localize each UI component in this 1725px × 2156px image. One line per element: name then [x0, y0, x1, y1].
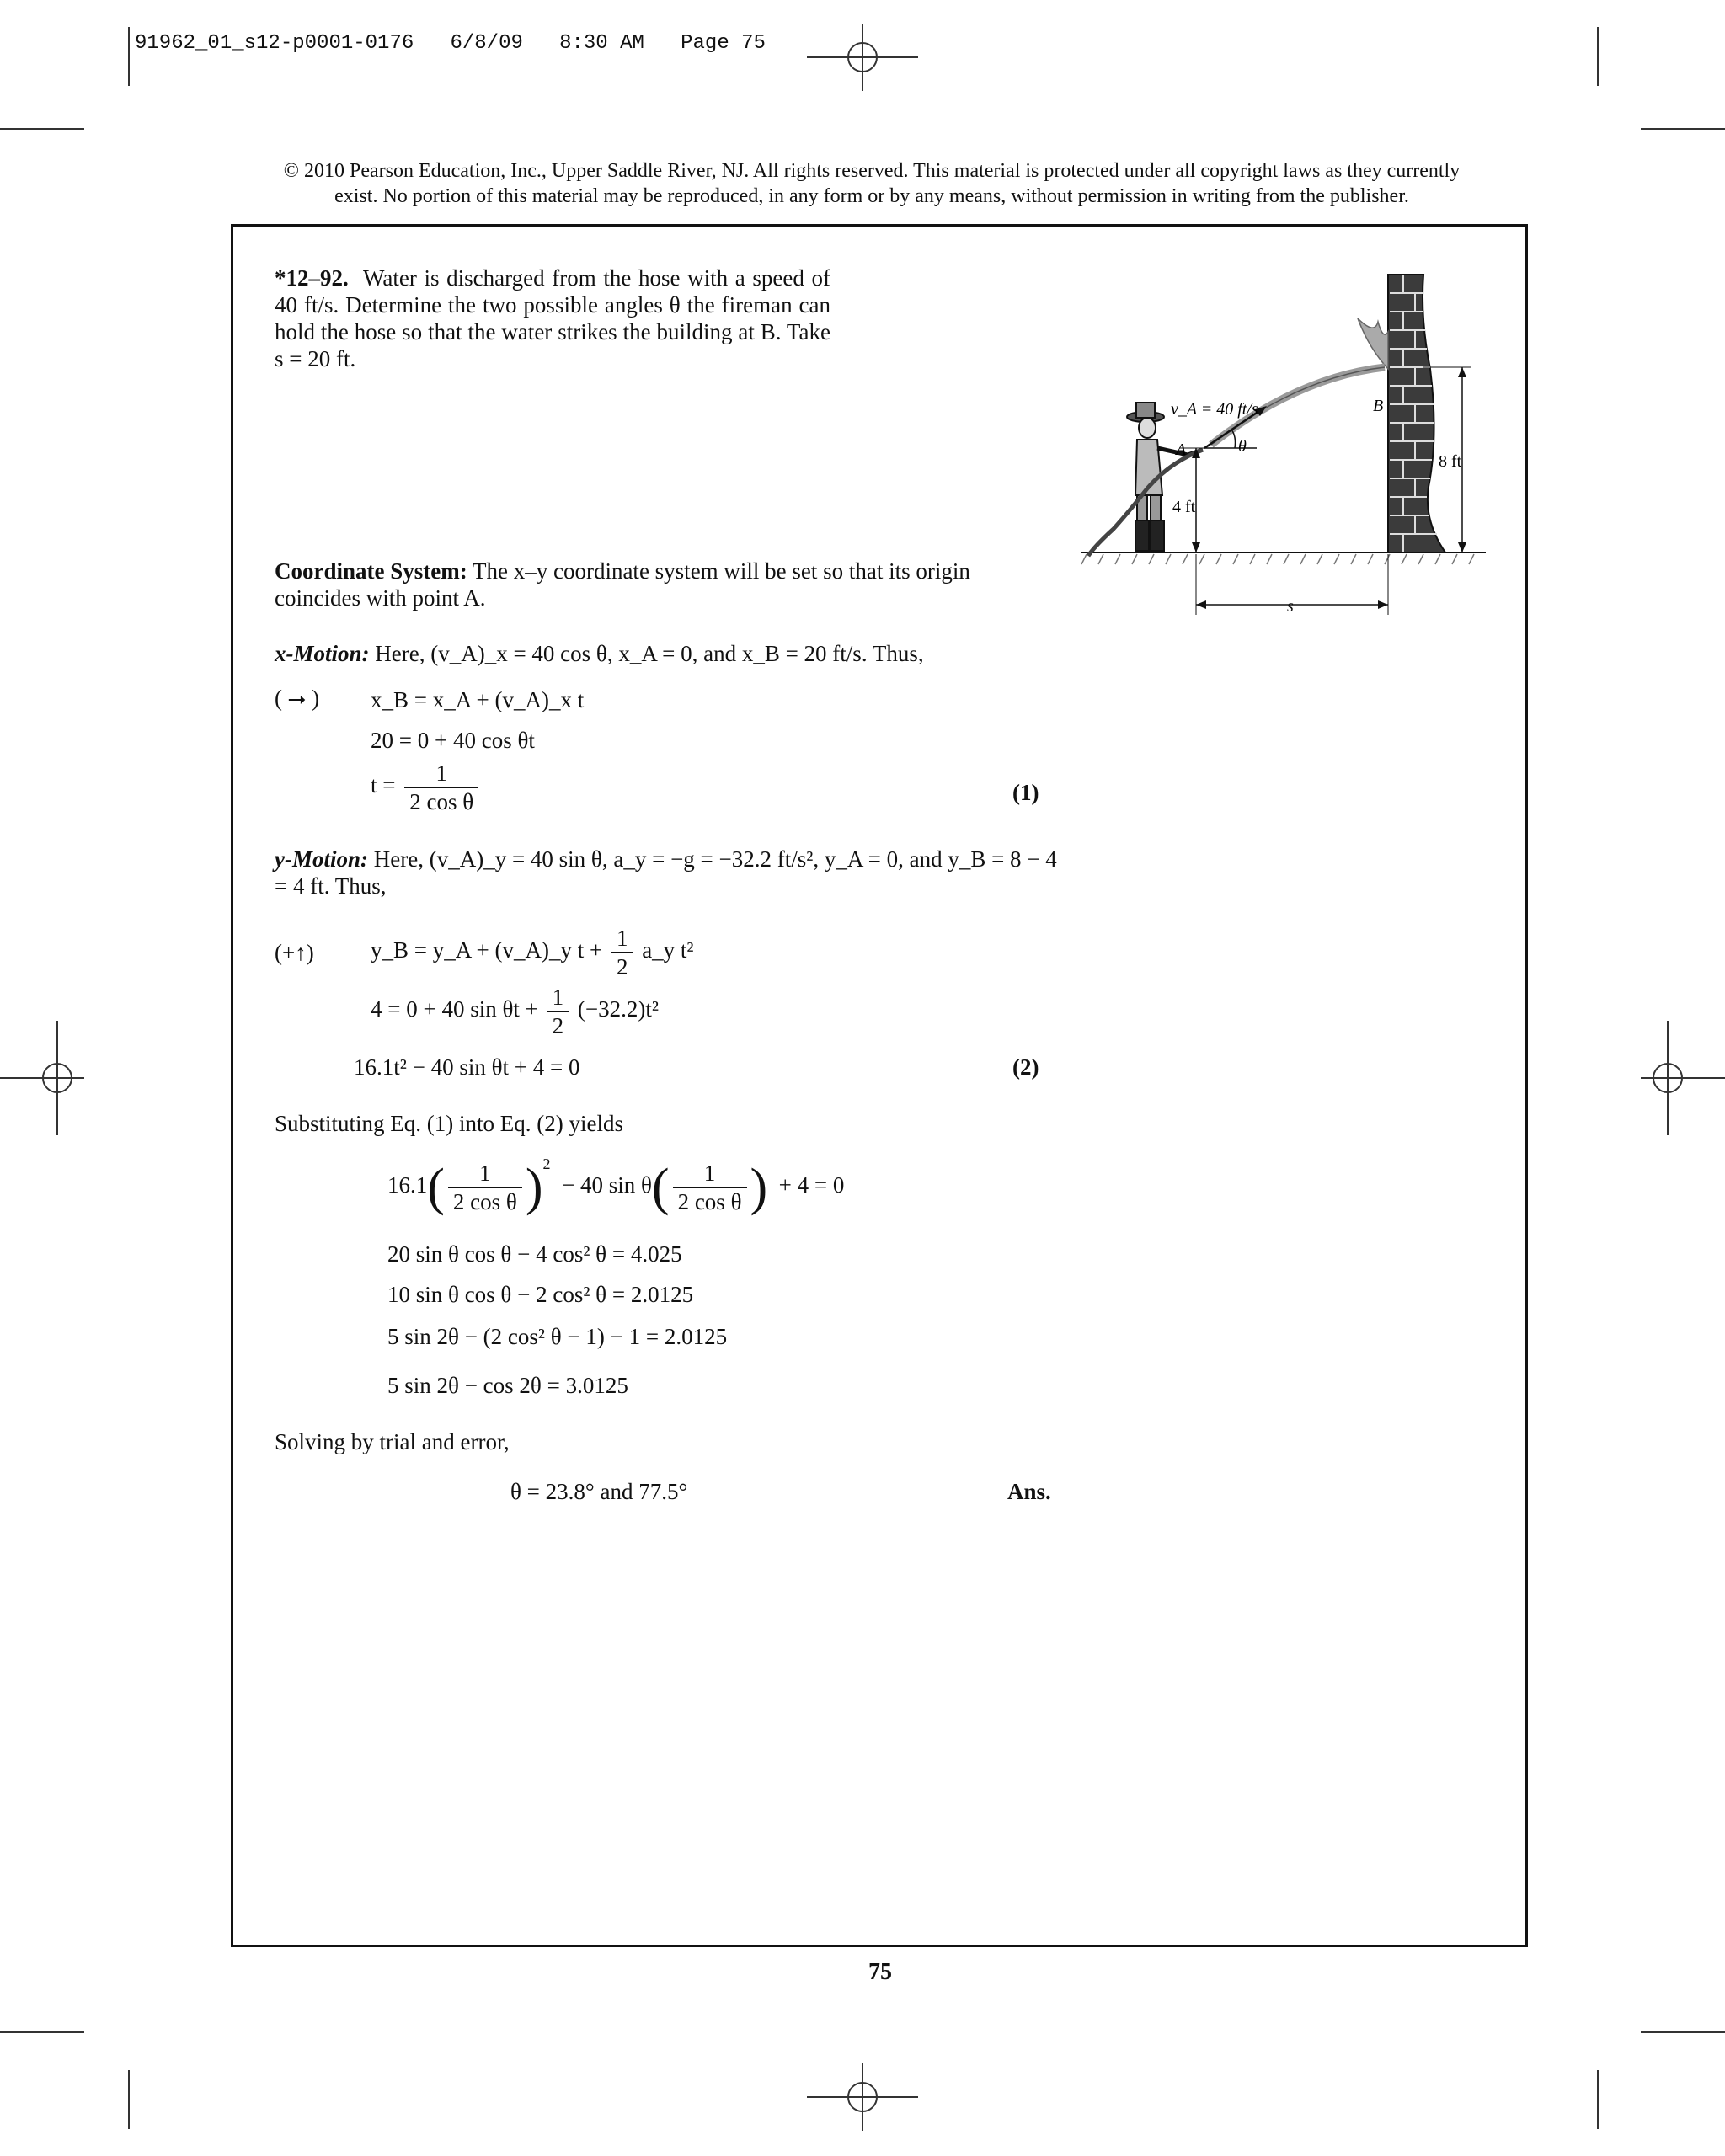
step-1: 20 sin θ cos θ − 4 cos² θ = 4.025	[387, 1241, 682, 1267]
label-4ft: 4 ft	[1172, 498, 1196, 516]
copyright-line-2: exist. No portion of this material may be reproduced, in any form or by any means, without permission in writing from the publisher.	[334, 185, 1409, 207]
y-motion-eq3: 16.1t² − 40 sin θt + 4 = 0	[354, 1054, 580, 1080]
registration-mark-bottom	[807, 2063, 918, 2131]
label-point-a: A	[1176, 440, 1187, 459]
page-number: 75	[868, 1959, 892, 1985]
crop-mark	[0, 128, 84, 130]
sub-frac-num-1: 1	[448, 1160, 522, 1188]
coef-16-1: 16.1	[387, 1172, 428, 1198]
half-numerator-2: 1	[547, 984, 569, 1012]
half-denominator-2: 2	[552, 1013, 564, 1038]
crop-mark	[128, 27, 130, 86]
x-motion-eq1: x_B = x_A + (v_A)_x t	[371, 687, 585, 712]
slug-line: 91962_01_s12-p0001-0176 6/8/09 8:30 AM Page 75	[135, 32, 766, 55]
crop-mark	[1641, 128, 1725, 130]
x-motion-text: Here, (v_A)_x = 40 cos θ, x_A = 0, and x_B = 20 ft/s. Thus,	[375, 641, 924, 666]
y-motion-eq2	[371, 984, 659, 1039]
x-motion-paragraph	[275, 640, 1053, 667]
y-motion-sign: (+↑)	[275, 940, 314, 965]
x-motion-eq3	[371, 760, 482, 815]
solution-intro: Solving by trial and error,	[275, 1429, 510, 1454]
t-numerator: 1	[404, 760, 478, 788]
half-denominator: 2	[616, 954, 628, 979]
coordinate-system-text: The x–y coordinate system will be set so that its origin coincides with point A.	[275, 558, 970, 611]
crop-mark	[1597, 2070, 1599, 2129]
sub-frac-den-2: 2 cos θ	[677, 1188, 742, 1214]
half-fraction	[611, 925, 633, 980]
crop-mark	[128, 2070, 130, 2129]
sub-fraction-1	[448, 1160, 522, 1215]
step-3: 5 sin 2θ − (2 cos² θ − 1) − 1 = 2.0125	[387, 1324, 728, 1349]
label-speed: v_A = 40 ft/s	[1171, 400, 1258, 419]
sub-frac-den-1: 2 cos θ	[452, 1188, 517, 1214]
problem-figure	[1070, 268, 1491, 622]
y-eq2-lhs: 4 = 0 + 40 sin θt +	[371, 996, 538, 1022]
building-wall	[1388, 275, 1445, 552]
problem-number: *12–92.	[275, 265, 349, 291]
crop-mark	[0, 2031, 84, 2033]
y-motion-eq1	[371, 925, 694, 980]
coordinate-system-paragraph	[275, 558, 1053, 611]
x-motion-eq2: 20 = 0 + 40 cos θt	[371, 728, 535, 753]
crop-mark	[1597, 27, 1599, 86]
fireman-figure	[1127, 403, 1203, 551]
copyright-notice	[253, 158, 1491, 209]
y-eq1-lhs: y_B = y_A + (v_A)_y t +	[371, 937, 603, 963]
t-denominator: 2 cos θ	[409, 789, 474, 814]
y-motion-paragraph	[275, 846, 1058, 899]
problem-statement	[275, 264, 830, 372]
registration-mark-right	[1641, 1021, 1725, 1135]
y-eq2-rhs: (−32.2)t²	[577, 996, 659, 1022]
label-angle: θ	[1238, 437, 1247, 456]
x-motion-sign: ( ⭢ )	[275, 686, 320, 711]
y-motion-heading: y-Motion:	[275, 846, 368, 872]
label-point-b: B	[1373, 397, 1384, 415]
half-fraction-2	[547, 984, 569, 1039]
ground-hatch	[1081, 554, 1474, 564]
substitution-intro: Substituting Eq. (1) into Eq. (2) yields	[275, 1111, 623, 1136]
substituted-equation: 16.1( $\frac{1}{\text{2 cos θ}}$ )$^2$ − 40 sin θ( $\frac{1}{\text{2 cos θ}}$ ) + 4 = 0	[387, 1155, 845, 1216]
x-motion-heading: x-Motion:	[275, 641, 370, 666]
t-lhs: t =	[371, 772, 396, 798]
sub-power: 2	[542, 1155, 551, 1172]
label-8ft: 8 ft	[1439, 452, 1462, 471]
registration-mark-top	[807, 24, 918, 91]
registration-mark-left	[0, 1021, 84, 1135]
equation-number-1: (1)	[1012, 780, 1039, 805]
label-s: s	[1287, 597, 1294, 616]
y-motion-text-2: = 4 ft. Thus,	[275, 873, 387, 899]
step-4: 5 sin 2θ − cos 2θ = 3.0125	[387, 1373, 628, 1398]
sub-end-term: + 4 = 0	[778, 1172, 845, 1198]
problem-text: Water is discharged from the hose with a speed of 40 ft/s. Determine the two possible angles θ the fireman can hold the hose so that the water strikes the building at B. Take s = 20 ft.	[275, 265, 831, 371]
half-numerator: 1	[611, 925, 633, 953]
ans-label: Ans.	[1007, 1479, 1051, 1504]
copyright-line-1: © 2010 Pearson Education, Inc., Upper Saddle River, NJ. All rights reserved. This material is protected under all copyright laws as they currently	[283, 160, 1461, 182]
sub-fraction-2	[673, 1160, 747, 1215]
step-2: 10 sin θ cos θ − 2 cos² θ = 2.0125	[387, 1282, 694, 1307]
t-fraction	[404, 760, 478, 815]
crop-mark	[1641, 2031, 1725, 2033]
sub-mid-term: − 40 sin θ	[562, 1172, 652, 1198]
y-eq1-rhs: a_y t²	[642, 937, 694, 963]
y-motion-text-1: Here, (v_A)_y = 40 sin θ, a_y = −g = −32.2 ft/s², y_A = 0, and y_B = 8 − 4	[373, 846, 1057, 872]
coordinate-system-heading: Coordinate System:	[275, 558, 467, 584]
equation-number-2: (2)	[1012, 1054, 1039, 1080]
water-splash	[1358, 318, 1388, 369]
final-answer: θ = 23.8° and 77.5°	[510, 1479, 688, 1504]
sub-frac-num-2: 1	[673, 1160, 747, 1188]
